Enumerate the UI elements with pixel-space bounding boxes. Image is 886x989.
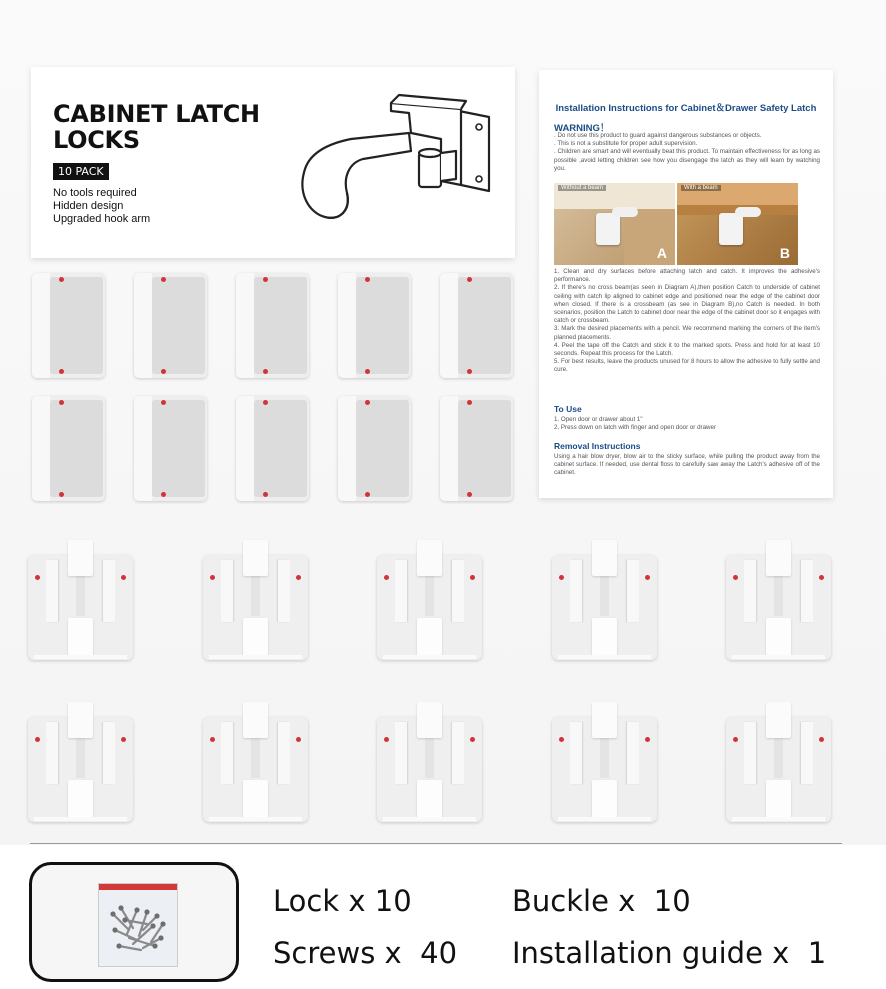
to-use-heading: To Use xyxy=(554,404,582,414)
pack-badge: 10 PACK xyxy=(53,163,109,180)
contents-buckle xyxy=(512,884,691,918)
warning-text xyxy=(554,132,820,173)
catch-piece xyxy=(32,273,105,378)
catch-piece xyxy=(338,396,411,501)
diagram-a-caption: Without a beam xyxy=(558,185,606,191)
contents-screws xyxy=(273,936,457,970)
latch-illustration-icon xyxy=(291,93,506,233)
catch-piece xyxy=(338,273,411,378)
instruction-title: Installation Instructions for Cabinet＆Drawer Safety Latch xyxy=(555,103,817,114)
latch-piece xyxy=(28,702,133,822)
lock-label: Lock xyxy=(273,884,340,918)
step-item: 3. Mark the desired placements with a pencil. We recommend marking the corners of the item's planned placements. xyxy=(554,325,820,341)
catch-piece xyxy=(236,273,309,378)
latch-photo-icon xyxy=(719,213,743,245)
box-title-line2: LOCKS xyxy=(53,126,140,154)
feature-item: Hidden design xyxy=(53,200,124,212)
section-divider xyxy=(30,843,842,844)
guide-qty: x 1 xyxy=(772,936,827,970)
to-use-step: 2. Press down on latch with finger and open door or drawer xyxy=(554,424,716,432)
bag-seal xyxy=(99,884,177,890)
warning-line: . Do not use this product to guard against dangerous substances or objects. xyxy=(554,132,762,139)
screws-qty: x 40 xyxy=(384,936,458,970)
catch-piece xyxy=(440,396,513,501)
catch-piece xyxy=(32,396,105,501)
step-item: 2. If there's no cross beam(as seen in Diagram A),then position Catch to underside of cabinet ceiling with catch lip aligned to cabinet edge and positioned near the edge of the cabinet door when closed. If there is a crossbeam (as see in Diagram B),no Catch is needed. In both scenarios, position the Latch to cabinet door near the edge of the cabinet door so it engages with catch or crossbeam. xyxy=(554,284,820,325)
installation-steps xyxy=(554,268,820,375)
step-item: 1. Clean and dry surfaces before attaching latch and catch. It improves the adhesive's performance. xyxy=(554,268,820,284)
diagram-a xyxy=(554,183,675,265)
feature-item: Upgraded hook arm xyxy=(53,213,151,225)
latch-piece xyxy=(377,702,482,822)
latch-photo-icon xyxy=(596,213,620,245)
latch-piece xyxy=(726,540,831,660)
product-box xyxy=(31,67,515,258)
warning-heading: WARNING！ xyxy=(554,123,610,134)
screws-icon xyxy=(107,900,169,956)
step-item: 5. For best results, leave the products unused for 8 hours to allow the adhesive to fully settle and cure. xyxy=(554,358,820,374)
catch-piece xyxy=(440,273,513,378)
diagram-b-caption: With a beam xyxy=(681,185,721,191)
buckle-qty: x 10 xyxy=(618,884,691,918)
contents-guide xyxy=(512,936,826,970)
latch-piece xyxy=(203,540,308,660)
latch-piece xyxy=(726,702,831,822)
feature-item: No tools required xyxy=(53,187,137,199)
catch-piece xyxy=(134,273,207,378)
to-use-steps xyxy=(554,416,820,432)
box-title xyxy=(53,101,273,153)
catch-photo-icon xyxy=(612,207,638,217)
removal-heading: Removal Instructions xyxy=(554,441,641,451)
removal-text: Using a hair blow dryer, blow air to the sticky surface, while pulling the product away from the cabinet surface. If needed, use dental floss to carefully saw away the Latch's adhesive off of the cabinet. xyxy=(554,453,820,477)
box-title-line1: CABINET LATCH xyxy=(53,100,260,128)
catch-photo-icon xyxy=(735,207,761,217)
diagram-a-letter: A xyxy=(656,245,667,261)
screws-bag-frame xyxy=(29,862,239,982)
latch-piece xyxy=(28,540,133,660)
latch-piece xyxy=(203,702,308,822)
diagram-b xyxy=(677,183,798,265)
latch-piece xyxy=(377,540,482,660)
screws-label: Screws xyxy=(273,936,376,970)
to-use-step: 1. Open door or drawer about 1" xyxy=(554,416,643,423)
warning-line: . Children are smart and will eventually beat this product. To maintain effectiveness for as long as possible ,avoid letting children see how you disengage the latch as they will learn by watching you. xyxy=(554,148,820,172)
diagram-b-letter: B xyxy=(779,245,790,261)
latch-piece xyxy=(552,702,657,822)
latch-piece xyxy=(552,540,657,660)
lock-qty: x 10 xyxy=(348,884,412,918)
instruction-sheet xyxy=(539,70,833,498)
contents-lock xyxy=(273,884,412,918)
step-item: 4. Peel the tape off the Catch and stick it to the marked spots. Press and hold for at least 10 seconds. Repeat this process for the Latch. xyxy=(554,341,820,358)
catch-piece xyxy=(134,396,207,501)
guide-label: Installation guide xyxy=(512,936,763,970)
catch-piece xyxy=(236,396,309,501)
feature-list xyxy=(53,187,150,226)
buckle-label: Buckle xyxy=(512,884,609,918)
warning-line: . This is not a substitute for proper adult supervision. xyxy=(554,140,698,148)
screws-bag xyxy=(98,883,178,967)
